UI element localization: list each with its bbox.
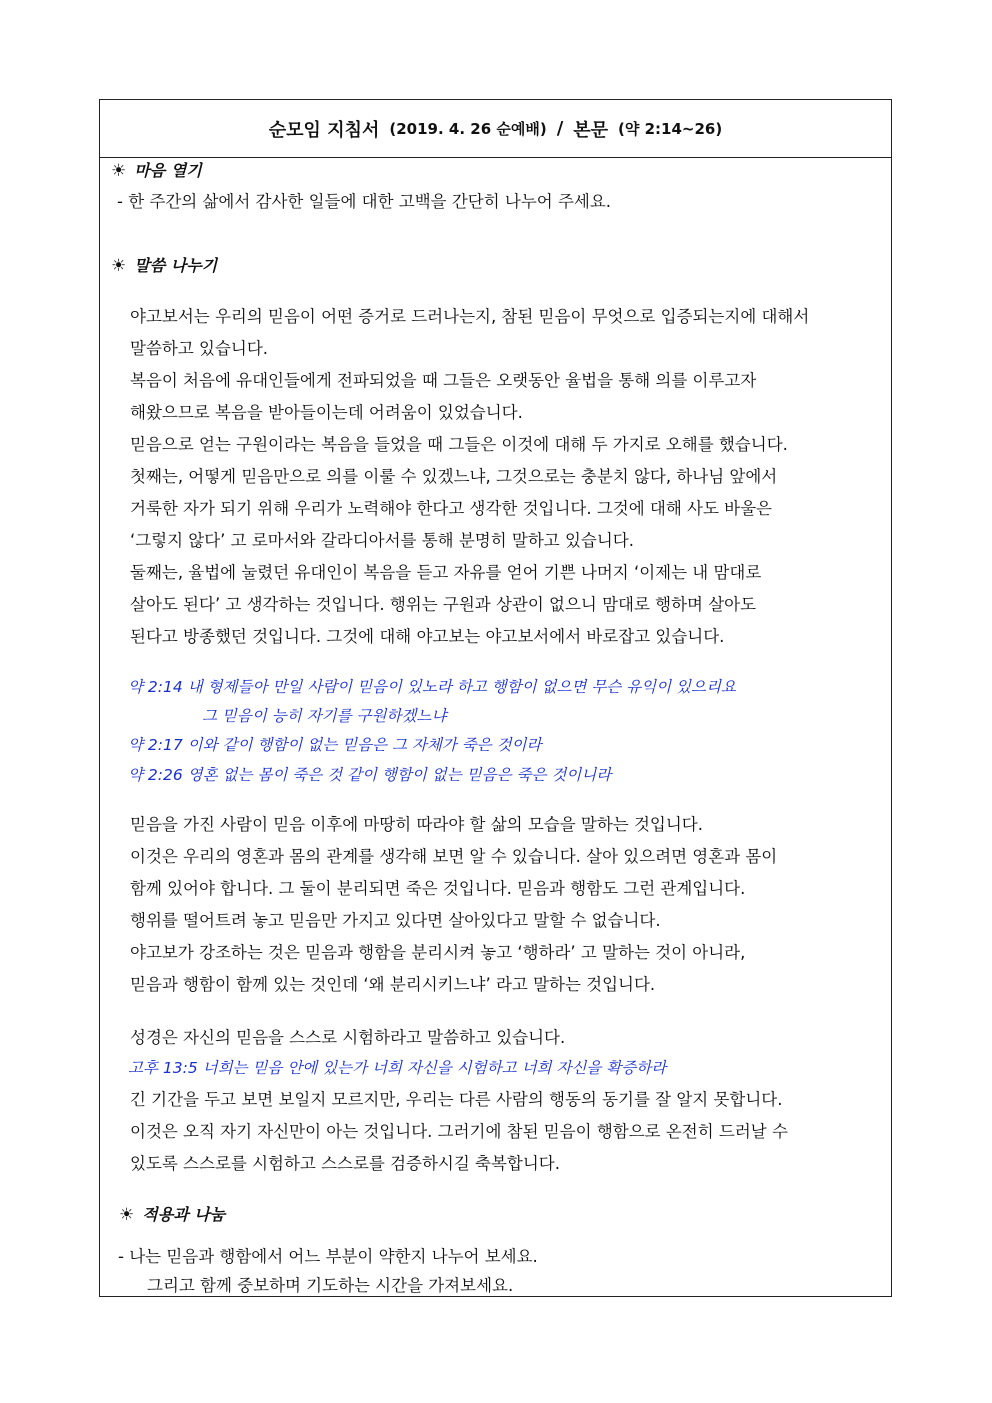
title-date: (2019. 4. 26 순예배)	[389, 120, 547, 138]
body-line: ‘그렇지 않다’ 고 로마서와 갈라디아서를 통해 분명히 말하고 있습니다.	[130, 531, 634, 550]
section-application-heading	[119, 1204, 225, 1226]
body-line: 된다고 방종했던 것입니다. 그것에 대해 야고보는 야고보서에서 바로잡고 있습니다.	[130, 627, 725, 646]
body-line: 말씀하고 있습니다.	[130, 339, 269, 358]
section-opening-heading	[111, 160, 202, 182]
title-main: 순모임 지침서	[268, 119, 380, 141]
body-line: 행위를 떨어트려 놓고 믿음만 가지고 있다면 살아있다고 말할 수 없습니다.	[130, 911, 661, 930]
body-line: 성경은 자신의 믿음을 스스로 시험하라고 말씀하고 있습니다.	[130, 1028, 566, 1047]
application-line: - 나는 믿음과 행함에서 어느 부분이 약한지 나누어 보세요.	[118, 1247, 538, 1266]
sun-icon: ☀	[119, 1205, 135, 1225]
scripture-verse: 약 2:17 이와 같이 행함이 없는 믿음은 그 자체가 죽은 것이라	[128, 736, 542, 754]
section-opening-title: 마음 열기	[134, 161, 202, 180]
body-line: 믿음을 가진 사람이 믿음 이후에 마땅히 따라야 할 삶의 모습을 말하는 것입니다.	[130, 815, 703, 834]
body-line: 거룩한 자가 되기 위해 우리가 노력해야 한다고 생각한 것입니다. 그것에 대해 사도 바울은	[130, 499, 772, 518]
scripture-verse: 그 믿음이 능히 자기를 구원하겠느냐	[202, 707, 447, 725]
body-line: 함께 있어야 합니다. 그 둘이 분리되면 죽은 것입니다. 믿음과 행함도 그런 관계입니다.	[130, 879, 746, 898]
body-line: 믿음과 행함이 함께 있는 것인데 ‘왜 분리시키느냐’ 라고 말하는 것입니다.	[130, 975, 656, 994]
body-line: 있도록 스스로를 시험하고 스스로를 검증하시길 축복합니다.	[130, 1154, 560, 1173]
scripture-verse: 약 2:14 내 형제들아 만일 사람이 믿음이 있노라 하고 행함이 없으면 무슨 유익이 있으리요	[128, 678, 736, 696]
body-line: 둘째는, 율법에 눌렸던 유대인이 복음을 듣고 자유를 얻어 기쁜 나머지 ‘이제는 내 맘대로	[130, 563, 762, 582]
sun-icon: ☀	[111, 161, 127, 181]
page-title	[100, 100, 891, 158]
body-line: 첫째는, 어떻게 믿음만으로 의를 이룰 수 있겠느냐, 그것으로는 충분치 않다, 하나님 앞에서	[130, 467, 778, 486]
body-line: 이것은 오직 자기 자신만이 아는 것입니다. 그러기에 참된 믿음이 행함으로 온전히 드러날 수	[130, 1122, 788, 1141]
section-application-title: 적용과 나눔	[142, 1205, 226, 1224]
title-text: 본문	[573, 119, 609, 141]
sun-icon: ☀	[111, 256, 127, 276]
body-line: 해왔으므로 복음을 받아들이는데 어려움이 있었습니다.	[130, 403, 523, 422]
body-line: 살아도 된다’ 고 생각하는 것입니다. 행위는 구원과 상관이 없으니 맘대로 행하며 살아도	[130, 595, 757, 614]
application-line: 그리고 함께 중보하며 기도하는 시간을 가져보세요.	[147, 1276, 514, 1295]
body-line: 긴 기간을 두고 보면 보일지 모르지만, 우리는 다른 사람의 행동의 동기를 잘 알지 못합니다.	[130, 1090, 783, 1109]
title-reference: (약 2:14~26)	[618, 120, 723, 138]
scripture-verse: 약 2:26 영혼 없는 몸이 죽은 것 같이 행함이 없는 믿음은 죽은 것이니라	[128, 766, 612, 784]
body-line: 야고보서는 우리의 믿음이 어떤 증거로 드러나는지, 참된 믿음이 무엇으로 입증되는지에 대해서	[130, 307, 810, 326]
scripture-verse: 고후 13:5 너희는 믿음 안에 있는가 너희 자신을 시험하고 너희 자신을 확증하라	[128, 1059, 667, 1077]
body-line: 이것은 우리의 영혼과 몸의 관계를 생각해 보면 알 수 있습니다. 살아 있으려면 영혼과 몸이	[130, 847, 778, 866]
body-line: 야고보가 강조하는 것은 믿음과 행함을 분리시켜 놓고 ‘행하라’ 고 말하는 것이 아니라,	[130, 943, 746, 962]
opening-text: - 한 주간의 삶에서 감사한 일들에 대한 고백을 간단히 나누어 주세요.	[117, 192, 612, 211]
section-sharing-heading	[111, 255, 217, 277]
document-frame	[99, 99, 892, 1297]
title-separator: /	[556, 118, 564, 139]
body-line: 믿음으로 얻는 구원이라는 복음을 들었을 때 그들은 이것에 대해 두 가지로 오해를 했습니다.	[130, 435, 788, 454]
body-line: 복음이 처음에 유대인들에게 전파되었을 때 그들은 오랫동안 율법을 통해 의를 이루고자	[130, 371, 757, 390]
section-sharing-title: 말씀 나누기	[134, 256, 218, 275]
